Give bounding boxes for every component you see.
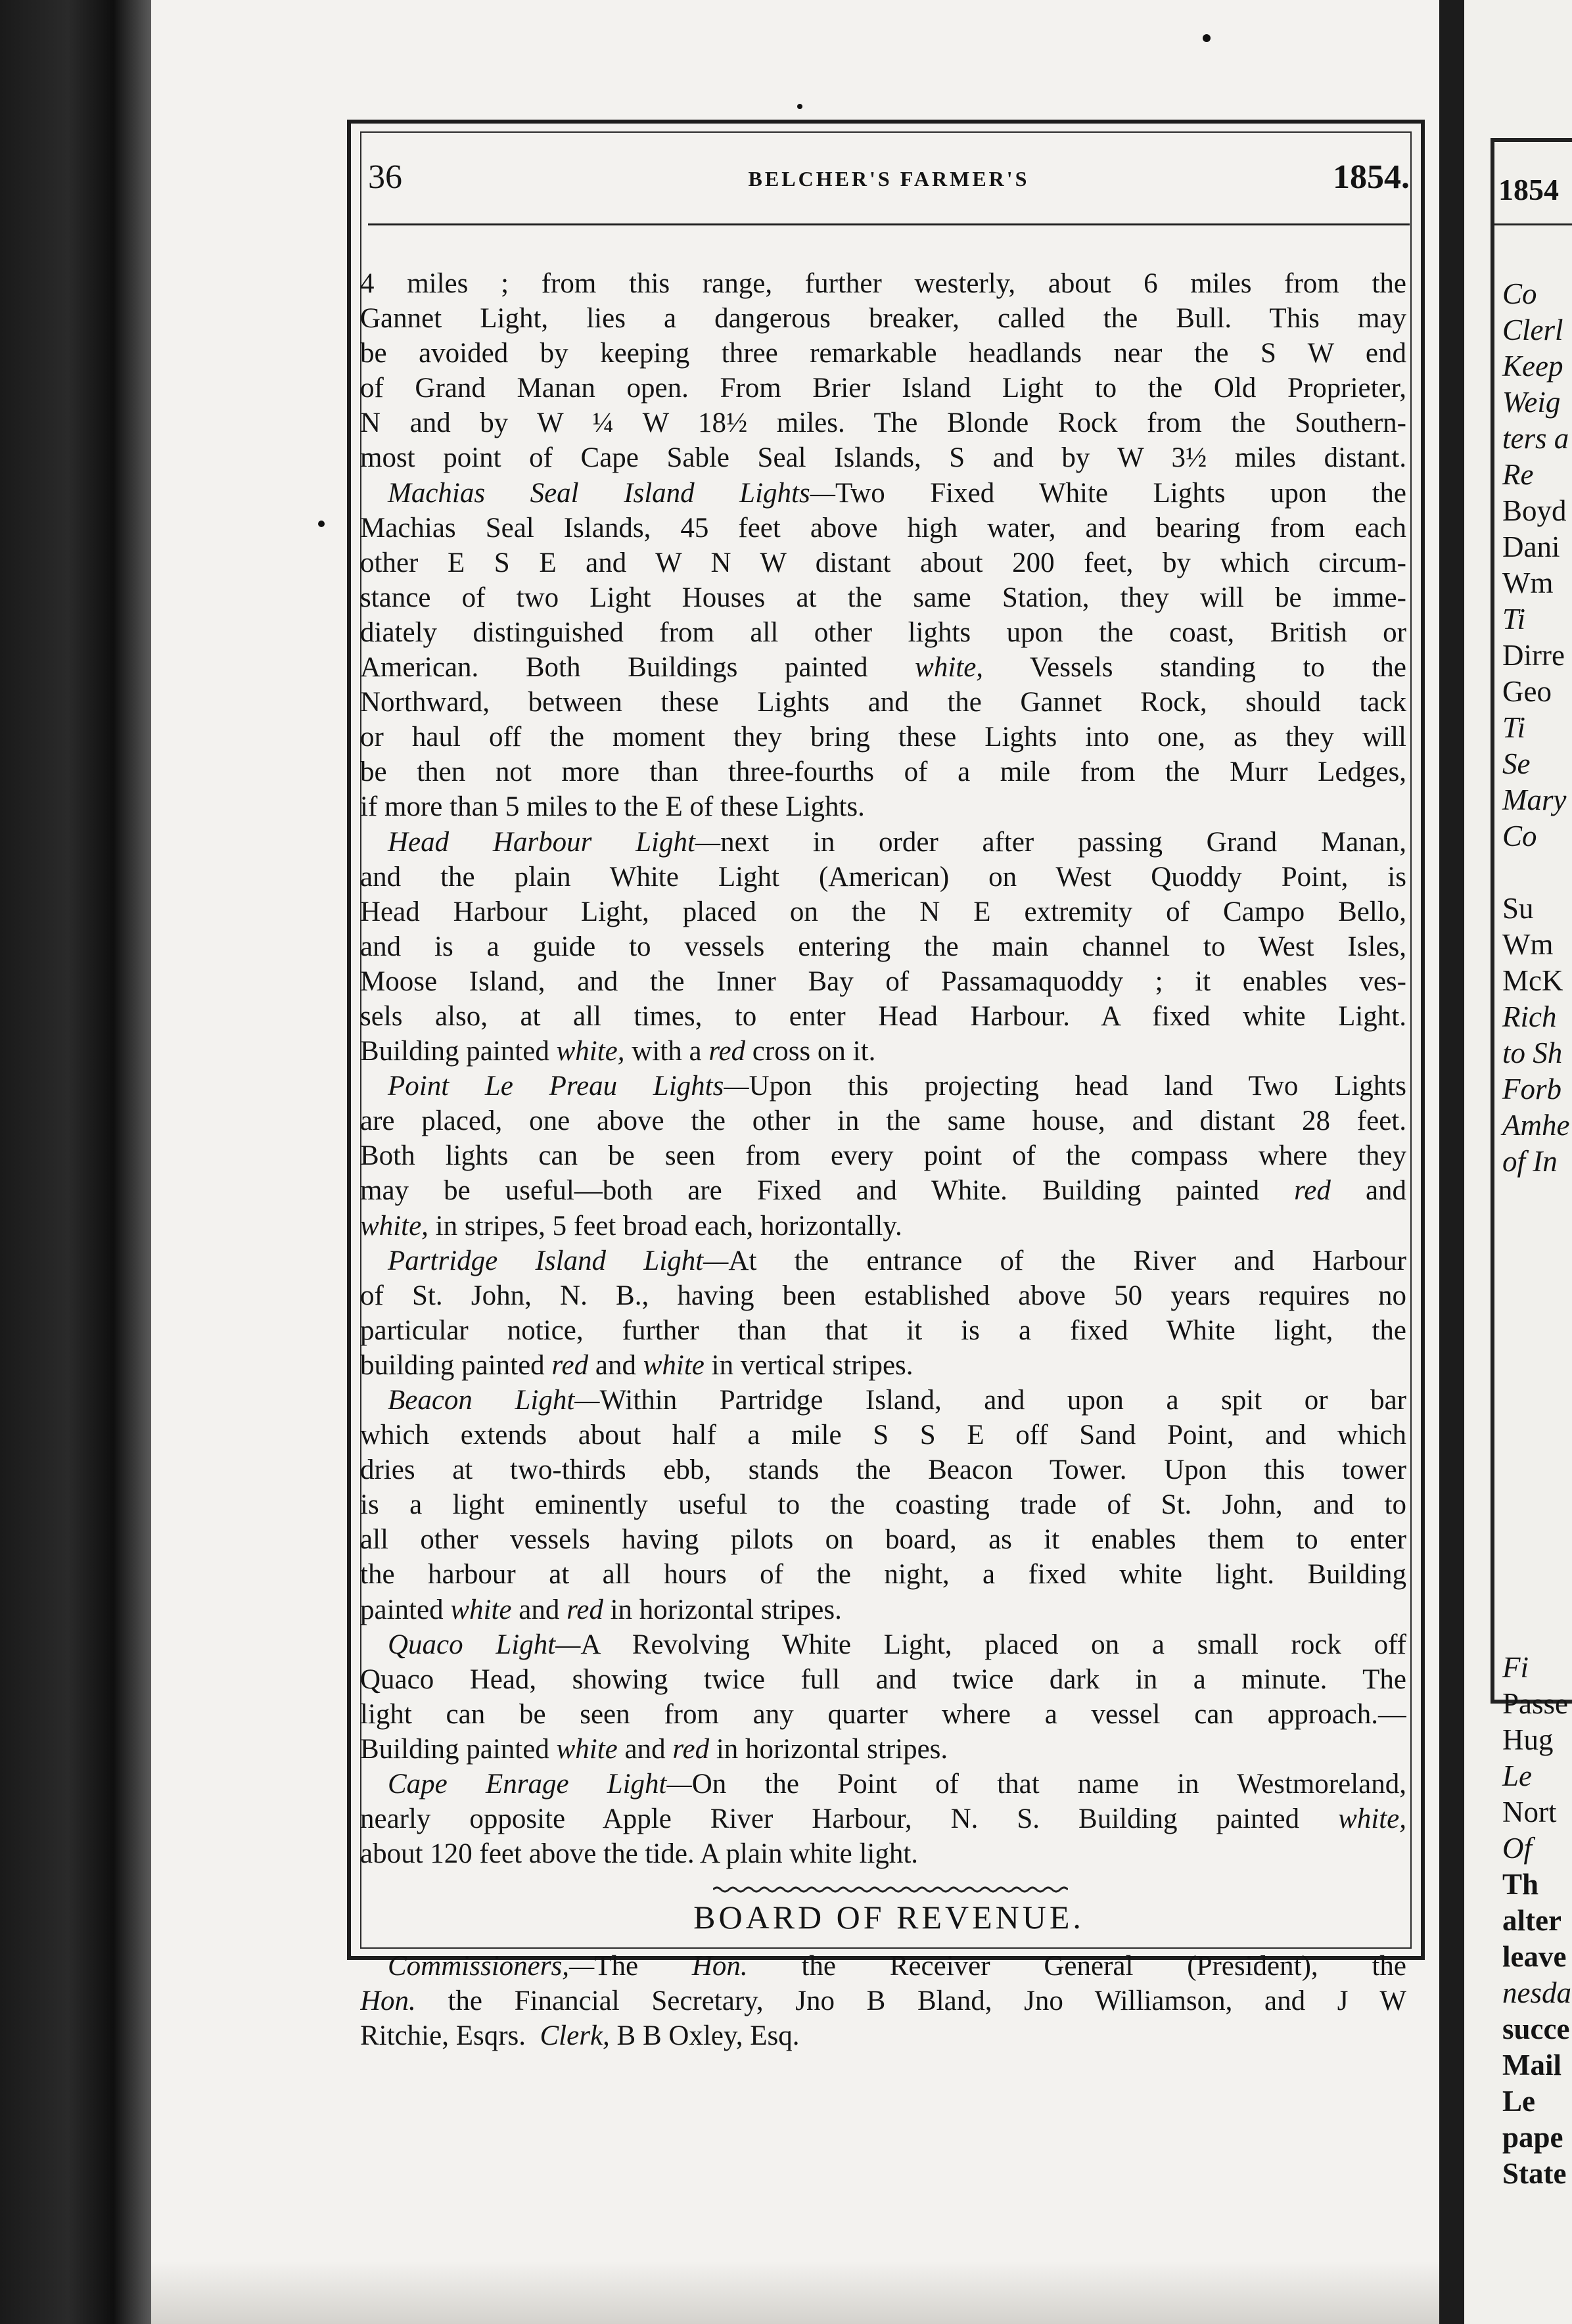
- text-span: in horizontal stripes.: [610, 1594, 842, 1625]
- right-page-line: nesda: [1502, 1976, 1571, 2009]
- right-page-line: Mail: [1502, 2049, 1561, 2081]
- right-page-line: Re: [1502, 458, 1534, 491]
- right-page-line: McK: [1502, 964, 1563, 997]
- running-title: BELCHER'S FARMER'S: [748, 167, 1030, 191]
- right-page-line: Ti: [1502, 711, 1526, 744]
- text-line: is a light eminently useful to the coasting trade of St. John, and to: [360, 1489, 1406, 1521]
- right-page-line: [1502, 1252, 1571, 1288]
- text-line: [360, 1949, 1406, 1984]
- right-page-line: [1502, 1288, 1571, 1324]
- right-page-line: Fi: [1502, 1651, 1529, 1684]
- text-span: American. Both Buildings painted: [360, 652, 868, 684]
- text-line: [360, 1984, 1406, 2018]
- right-page-line: [1502, 1505, 1571, 1541]
- color-word: white,: [1338, 1803, 1406, 1835]
- text-line: other E S E and W N W distant about 200 feet, by which circum-: [360, 547, 1406, 578]
- text-line: Quaco Head, showing twice full and twice dark in a minute. The: [360, 1663, 1406, 1695]
- text-line: most point of Cape Sable Seal Islands, S and by W 3½ miles distant.: [360, 442, 1406, 474]
- color-word: red: [566, 1594, 603, 1625]
- right-page-line: leave: [1502, 1940, 1567, 1973]
- right-page-line: pape: [1502, 2121, 1563, 2154]
- right-page-line: Su: [1502, 892, 1534, 925]
- text-span: Ritchie, Esqrs.: [360, 2020, 526, 2052]
- right-page-line: Hug: [1502, 1723, 1554, 1756]
- text-line: Northward, between these Lights and the Gannet Rock, should tack: [360, 687, 1406, 718]
- right-page-line: [1502, 1216, 1571, 1252]
- heading-cape-enrage: Cape Enrage Light—: [388, 1769, 692, 1800]
- text-line: are placed, one above the other in the same house, and distant 28 feet.: [360, 1105, 1406, 1137]
- text-line: [360, 1209, 1406, 1243]
- text-span: and: [1365, 1175, 1406, 1207]
- right-page-line: [1502, 1577, 1571, 1614]
- text-line: all other vessels having pilots on board, as it enables them to enter: [360, 1524, 1406, 1556]
- text-line: [360, 1034, 1406, 1069]
- text-line: of St. John, N. B., having been established above 50 years requires no: [360, 1280, 1406, 1311]
- text-line: the harbour at all hours of the night, a fixed white light. Building: [360, 1559, 1406, 1591]
- color-word: white,: [556, 1036, 625, 1067]
- right-page-line: Co: [1502, 277, 1537, 310]
- text-span: building painted: [360, 1349, 545, 1381]
- text-span: Two Fixed White Lights upon the: [835, 477, 1406, 509]
- book-binding: [0, 0, 151, 2324]
- heading-beacon: Beacon Light—: [388, 1385, 600, 1416]
- header-rule: [368, 223, 1410, 225]
- right-page-line: of In: [1502, 1145, 1558, 1178]
- right-page-line: Keep: [1502, 350, 1563, 383]
- text-span: and: [624, 1733, 666, 1765]
- text-line: particular notice, further than that it is a fixed White light, the: [360, 1314, 1406, 1346]
- text-line: [360, 650, 1406, 685]
- text-line: 4 miles ; from this range, further westerly, about 6 miles from the: [360, 268, 1406, 299]
- right-page-line: to Sh: [1502, 1036, 1563, 1069]
- body-text: [360, 266, 1406, 1871]
- text-line: dries at two-thirds ebb, stands the Beacon Tower. Upon this tower: [360, 1454, 1406, 1486]
- text-line: be avoided by keeping three remarkable headlands near the S W end: [360, 338, 1406, 369]
- right-page-line: Rich: [1502, 1000, 1557, 1033]
- text-line: or haul off the moment they bring these Lights into one, as they will: [360, 722, 1406, 753]
- hon-label: Hon.: [360, 1986, 416, 2017]
- text-span: B B Oxley, Esq.: [616, 2020, 800, 2052]
- text-line: Machias Seal Islands, 45 feet above high water, and bearing from each: [360, 512, 1406, 544]
- text-line: [360, 1627, 1406, 1662]
- text-line: Gannet Light, lies a dangerous breaker, called the Bull. This may: [360, 303, 1406, 335]
- text-span: Building painted: [360, 1733, 549, 1765]
- right-page-line: Amhe: [1502, 1109, 1570, 1142]
- right-page: [1464, 0, 1572, 2324]
- text-span: Vessels standing to the: [1029, 652, 1406, 684]
- right-page-line: Le: [1502, 2085, 1535, 2118]
- right-page-year: 1854: [1498, 173, 1559, 206]
- text-span: the Receiver General (President), the: [801, 1951, 1406, 1982]
- clerk-label: Clerk,: [540, 2020, 610, 2052]
- color-word: white,: [915, 652, 984, 684]
- header-year: 1854.: [1333, 158, 1410, 196]
- right-page-line: [1502, 854, 1571, 891]
- heading-head-harbour: Head Harbour Light—: [388, 826, 721, 858]
- color-word: white,: [360, 1210, 428, 1242]
- right-page-line: Ti: [1502, 603, 1526, 636]
- text-line: about 120 feet above the tide. A plain white light.: [360, 1838, 919, 1870]
- text-span: Upon this projecting head land Two Lights: [749, 1071, 1406, 1102]
- text-span: painted: [360, 1594, 444, 1625]
- ink-speck: [318, 521, 325, 527]
- right-page-line: Mary: [1502, 783, 1567, 816]
- page-shadow: [151, 2261, 1572, 2324]
- color-word: red: [672, 1733, 710, 1765]
- text-line: [360, 1173, 1406, 1208]
- text-span: in horizontal stripes.: [716, 1733, 948, 1765]
- text-span: in vertical stripes.: [711, 1349, 913, 1381]
- text-line: if more than 5 miles to the E of these Lights.: [360, 791, 865, 823]
- text-line: stance of two Light Houses at the same Station, they will be imme-: [360, 582, 1406, 613]
- right-page-line: Clerl: [1502, 314, 1563, 346]
- page-number: 36: [368, 158, 402, 196]
- right-page-rule: [1491, 223, 1572, 225]
- right-page-line: Forb: [1502, 1073, 1561, 1105]
- text-line: Head Harbour Light, placed on the N E extremity of Campo Bello,: [360, 896, 1406, 927]
- color-word: red: [1294, 1175, 1331, 1207]
- heading-machias: Machias Seal Island Lights—: [388, 477, 835, 509]
- commissioners-label: Commissioners,—: [388, 1951, 595, 1982]
- board-text: [360, 1949, 1406, 2053]
- text-line: be then not more than three-fourths of a mile from the Murr Ledges,: [360, 756, 1406, 788]
- text-line: [360, 2018, 1406, 2053]
- color-word: white: [556, 1733, 618, 1765]
- text-span: cross on it.: [752, 1036, 876, 1067]
- right-page-line: [1502, 1360, 1571, 1397]
- text-line: [360, 1348, 1406, 1383]
- right-page-line: [1502, 1541, 1571, 1577]
- right-page-line: [1502, 1397, 1571, 1433]
- right-page-line: Wm: [1502, 567, 1554, 599]
- right-page-line: [1502, 1180, 1571, 1216]
- color-word: red: [551, 1349, 589, 1381]
- text-span: Building painted: [360, 1036, 549, 1067]
- page-header: [368, 158, 1410, 210]
- text-span: A Revolving White Light, placed on a small rock off: [580, 1629, 1406, 1660]
- text-span: nearly opposite Apple River Harbour, N. S. Building painted: [360, 1803, 1300, 1835]
- right-page-line: Geo: [1502, 675, 1552, 708]
- heading-point-le-preau: Point Le Preau Lights—: [388, 1071, 749, 1102]
- right-page-line: Th: [1502, 1868, 1539, 1901]
- color-word: red: [708, 1036, 746, 1067]
- text-line: [360, 1592, 1406, 1627]
- text-line: [360, 825, 1406, 860]
- text-line: [360, 1767, 1406, 1801]
- text-line: N and by W ¼ W 18½ miles. The Blonde Rock from the Southern-: [360, 407, 1406, 439]
- right-page-line: Boyd: [1502, 494, 1567, 527]
- text-line: [360, 1732, 1406, 1767]
- right-page-line: [1502, 1433, 1571, 1469]
- text-line: Both lights can be seen from every point of the compass where they: [360, 1140, 1406, 1172]
- right-page-line: ters a: [1502, 422, 1569, 455]
- right-page-line: Le: [1502, 1759, 1532, 1792]
- right-page-line: Of: [1502, 1832, 1532, 1865]
- right-page-line: Weig: [1502, 386, 1561, 419]
- text-span: and: [519, 1594, 560, 1625]
- text-line: which extends about half a mile S S E off Sand Point, and which: [360, 1420, 1406, 1451]
- color-word: white: [643, 1349, 705, 1381]
- right-page-line: State: [1502, 2157, 1567, 2190]
- text-line: of Grand Manan open. From Brier Island Light to the Old Proprieter,: [360, 373, 1406, 404]
- text-line: [360, 1243, 1406, 1278]
- text-span: On the Point of that name in Westmoreland,: [691, 1769, 1406, 1800]
- right-page-line: succe: [1502, 2012, 1570, 2045]
- text-span: with a: [632, 1036, 702, 1067]
- text-line: [360, 1801, 1406, 1836]
- text-line: [360, 1069, 1406, 1104]
- right-page-line: Co: [1502, 820, 1537, 852]
- ink-speck: [797, 104, 802, 109]
- right-page-line: Se: [1502, 747, 1531, 780]
- ornament-rule: [713, 1885, 1068, 1894]
- text-line: Moose Island, and the Inner Bay of Passamaquoddy ; it enables ves-: [360, 965, 1406, 997]
- text-span: At the entrance of the River and Harbour: [728, 1245, 1406, 1276]
- text-span: and: [595, 1349, 636, 1381]
- text-line: light can be seen from any quarter where a vessel can approach.—: [360, 1698, 1406, 1730]
- right-page-line: Passe: [1502, 1687, 1568, 1720]
- right-page-line: alter: [1502, 1904, 1561, 1937]
- ink-speck: [1203, 34, 1211, 42]
- right-page-line: Wm: [1502, 928, 1554, 961]
- text-span: the Financial Secretary, Jno B Bland, Jno Williamson, and J W: [448, 1986, 1406, 2017]
- right-page-line: [1502, 1324, 1571, 1360]
- text-span: in stripes, 5 feet broad each, horizontally.: [435, 1210, 902, 1242]
- text-line: diately distinguished from all other lights upon the coast, British or: [360, 616, 1406, 648]
- right-page-line: [1502, 1614, 1571, 1650]
- heading-quaco: Quaco Light—: [388, 1629, 581, 1660]
- right-page-line: Nort: [1502, 1796, 1557, 1828]
- color-word: white: [450, 1594, 512, 1625]
- right-page-line: Dani: [1502, 530, 1560, 563]
- text-line: sels also, at all times, to enter Head Harbour. A fixed white Light.: [360, 1000, 1406, 1032]
- gutter: [1439, 0, 1464, 2324]
- right-page-lines: [1502, 276, 1571, 2192]
- hon-label: Hon.: [691, 1951, 748, 1982]
- text-span: may be useful—both are Fixed and White. Building painted: [360, 1175, 1260, 1207]
- right-page-line: [1502, 1469, 1571, 1505]
- heading-partridge: Partridge Island Light—: [388, 1245, 729, 1276]
- text-line: [360, 1383, 1406, 1418]
- text-line: and is a guide to vessels entering the main channel to West Isles,: [360, 931, 1406, 962]
- section-title: BOARD OF REVENUE.: [693, 1899, 1084, 1936]
- text-line: and the plain White Light (American) on West Quoddy Point, is: [360, 861, 1406, 893]
- text-span: Within Partridge Island, and upon a spit or bar: [599, 1385, 1406, 1416]
- right-page-line: Dirre: [1502, 639, 1565, 672]
- text-line: [360, 476, 1406, 511]
- text-span: The: [594, 1951, 639, 1982]
- text-span: next in order after passing Grand Manan,: [720, 826, 1406, 858]
